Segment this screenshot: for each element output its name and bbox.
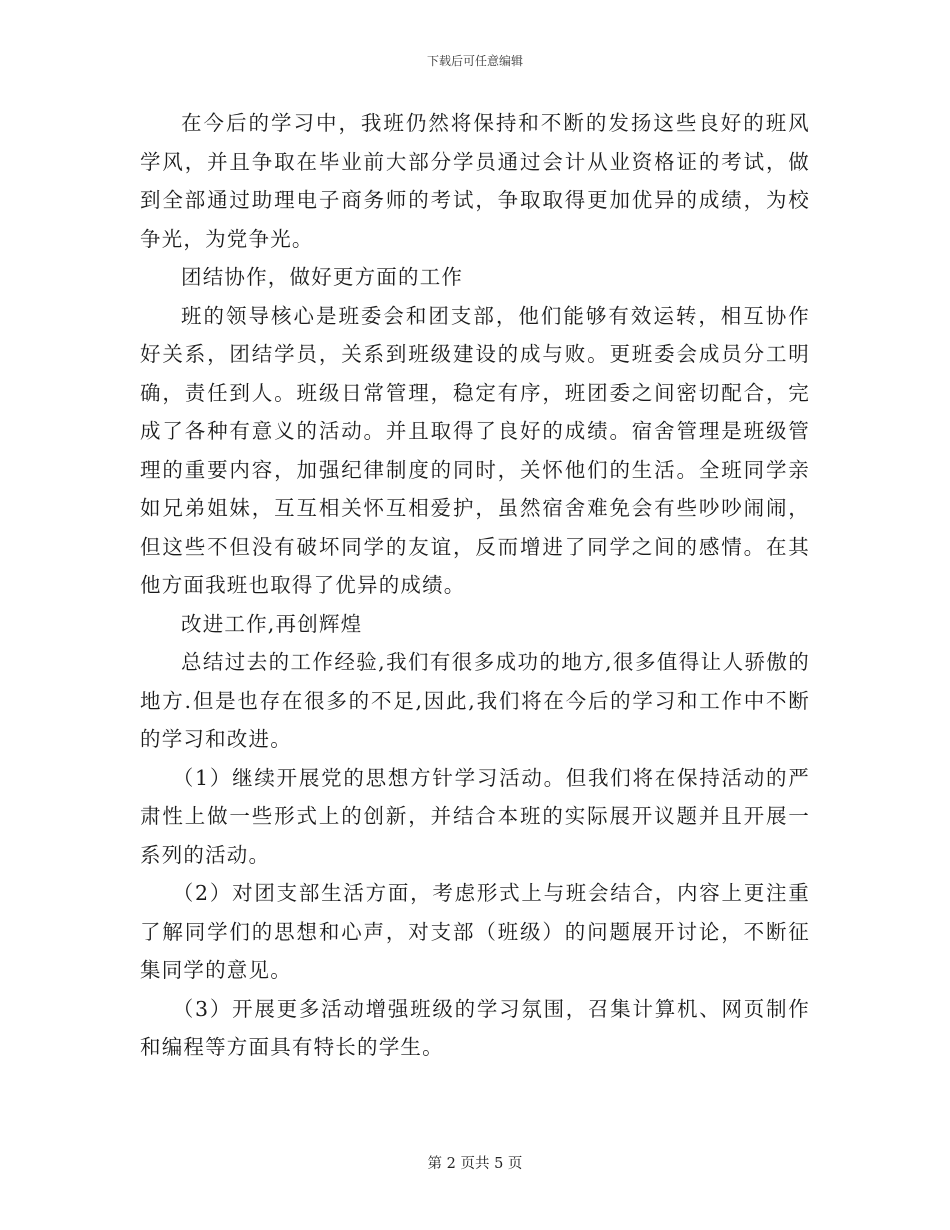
paragraph-study-goals: 在今后的学习中，我班仍然将保持和不断的发扬这些良好的班风学风，并且争取在毕业前大部分学员通过会计从业资格证的考试，做到全部通过助理电子商务师的考试，争取取得更加优异的成绩，为校争光，为党争光。 bbox=[140, 111, 810, 251]
list-item-2: （2）对团支部生活方面，考虑形式上与班会结合，内容上更注重了解同学们的思想和心声，对支部（班级）的问题展开讨论，不断征集同学的意见。 bbox=[140, 881, 810, 982]
list-item-3: （3）开展更多活动增强班级的学习氛围，召集计算机、网页制作和编程等方面具有特长的学生。 bbox=[140, 996, 810, 1059]
list-item-1: （1）继续开展党的思想方针学习活动。但我们将在保持活动的严肃性上做一些形式上的创新，并结合本班的实际展开议题并且开展一系列的活动。 bbox=[140, 765, 810, 867]
document-body bbox=[140, 104, 810, 1067]
section-heading-teamwork: 团结协作，做好更方面的工作 bbox=[181, 265, 464, 289]
section-heading-improvement: 改进工作,再创辉煌 bbox=[181, 611, 363, 636]
page-number: 第 2 页共 5 页 bbox=[427, 1156, 523, 1172]
paragraph-summary: 总结过去的工作经验,我们有很多成功的地方,很多值得让人骄傲的地方.但是也存在很多的不足,因此,我们将在今后的学习和工作中不断的学习和改进。 bbox=[140, 650, 810, 751]
paragraph-teamwork: 班的领导核心是班委会和团支部，他们能够有效运转，相互协作好关系，团结学员，关系到班级建设的成与败。更班委会成员分工明确，责任到人。班级日常管理，稳定有序，班团委之间密切配合，完成了各种有意义的活动。并且取得了良好的成绩。宿舍管理是班级管理的重要内容，加强纪律制度的同时，关怀他们的生活。全班同学亲如兄弟姐妹，互互相关怀互相爱护，虽然宿舍难免会有些吵吵闹闹，但这些不但没有破坏同学的友谊，反而增进了同学之间的感情。在其他方面我班也取得了优异的成绩。 bbox=[140, 303, 810, 597]
page-header: 下载后可任意编辑 bbox=[426, 54, 523, 68]
